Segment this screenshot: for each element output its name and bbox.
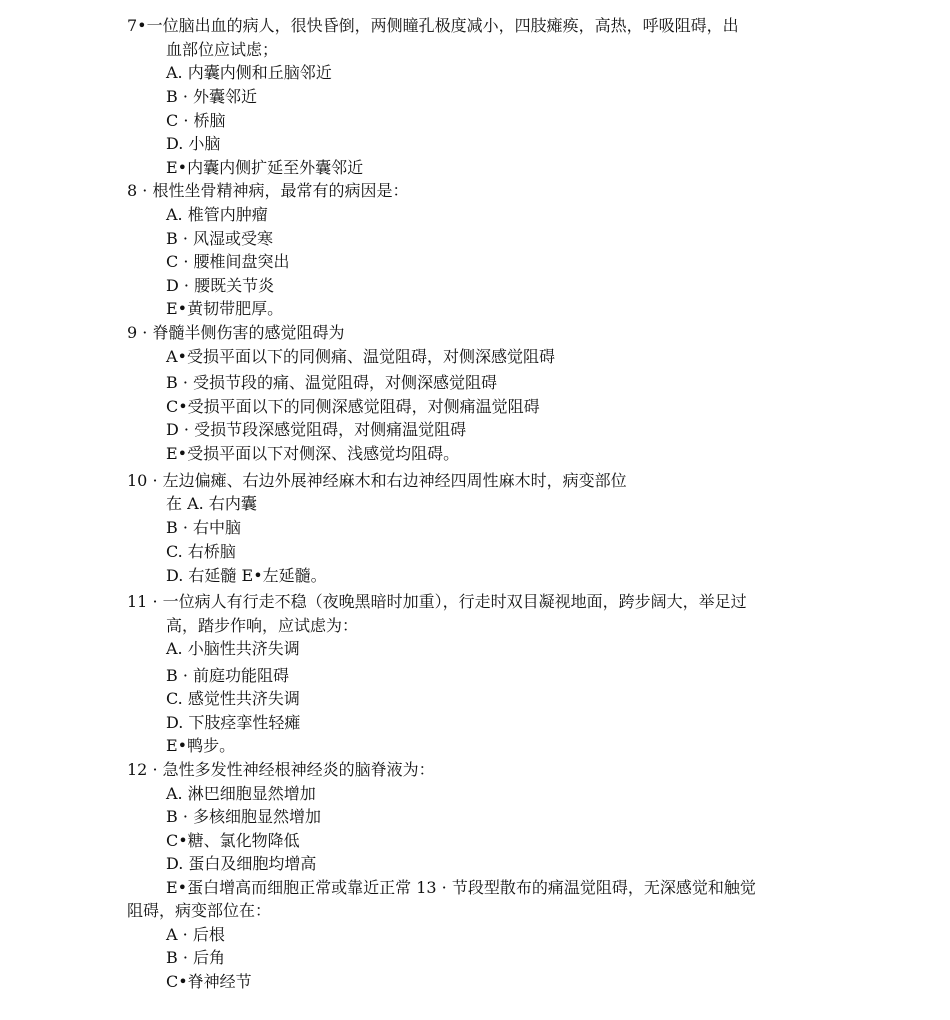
question-11-option-c: C. 感觉性共济失调 — [166, 689, 300, 708]
question-12-option-c: C•糖、氯化物降低 — [166, 831, 300, 850]
question-11-option-a: A. 小脑性共济失调 — [166, 639, 300, 658]
question-13-option-a: A · 后根 — [166, 925, 225, 944]
question-12-stem: 12 · 急性多发性神经根神经炎的脑脊液为： — [127, 760, 435, 779]
question-13-option-c: C•脊神经节 — [166, 972, 252, 991]
question-10-stem: 10 · 左边偏瘫、右边外展神经麻木和右边神经四周性麻木时，病变部位 — [127, 471, 627, 490]
question-8-option-a: A. 椎管内肿瘤 — [166, 205, 268, 224]
question-10-option-b: B · 右中脑 — [166, 518, 242, 537]
question-13-stem-continued: 阻碍，病变部位在： — [127, 901, 272, 920]
question-7-option-a: A. 内囊内侧和丘脑邻近 — [166, 63, 332, 82]
question-9-option-a: A•受损平面以下的同侧痛、温觉阻碍，对侧深感觉阻碍 — [166, 347, 555, 366]
question-10-option-d-e: D. 右延髓 E•左延髓。 — [166, 566, 327, 585]
question-12-option-a: A. 淋巴细胞显然增加 — [166, 784, 316, 803]
question-10-option-a: 在 A. 右内囊 — [166, 494, 257, 513]
question-7-option-d: D. 小脑 — [166, 134, 221, 153]
question-8-stem: 8 · 根性坐骨精神病，最常有的病因是： — [127, 181, 409, 200]
question-9-option-b: B · 受损节段的痛、温觉阻碍，对侧深感觉阻碍 — [166, 373, 498, 392]
question-11-option-e: E•鸭步。 — [166, 736, 236, 755]
question-9-option-c: C•受损平面以下的同侧深感觉阻碍，对侧痛温觉阻碍 — [166, 397, 540, 416]
question-8-option-c: C · 腰椎间盘突出 — [166, 252, 290, 271]
question-11-option-d: D. 下肢痉挛性轻瘫 — [166, 713, 301, 732]
question-7-option-b: B · 外囊邻近 — [166, 87, 258, 106]
question-13-option-b: B · 后角 — [166, 948, 226, 967]
question-8-option-b: B · 风湿或受寒 — [166, 229, 274, 248]
question-12-option-d: D. 蛋白及细胞均增高 — [166, 854, 317, 873]
question-7-option-e: E•内囊内侧扩延至外囊邻近 — [166, 158, 364, 177]
question-11-stem: 11 · 一位病人有行走不稳（夜晚黑暗时加重），行走时双目凝视地面，跨步阔大，举足过 — [127, 592, 747, 611]
question-12-option-b: B · 多核细胞显然增加 — [166, 807, 322, 826]
question-8-option-e: E•黄韧带肥厚。 — [166, 299, 284, 318]
question-9-option-e: E•受损平面以下对侧深、浅感觉均阻碍。 — [166, 444, 460, 463]
question-8-option-d: D · 腰既关节炎 — [166, 276, 275, 295]
question-11-option-b: B · 前庭功能阻碍 — [166, 666, 290, 685]
question-9-stem: 9 · 脊髓半侧伤害的感觉阻碍为 — [127, 323, 345, 342]
question-12-option-e-question-13-stem: E•蛋白增高而细胞正常或靠近正常 13 · 节段型散布的痛温觉阻碍，无深感觉和触觉 — [166, 878, 756, 897]
question-7-stem-continued: 血部位应试虑； — [166, 40, 279, 59]
question-7-option-c: C · 桥脑 — [166, 111, 226, 130]
question-11-stem-continued: 高，踏步作响，应试虑为： — [166, 616, 359, 635]
question-9-option-d: D · 受损节段深感觉阻碍，对侧痛温觉阻碍 — [166, 420, 467, 439]
question-10-option-c: C. 右桥脑 — [166, 542, 236, 561]
question-7-stem: 7•一位脑出血的病人，很快昏倒，两侧瞳孔极度减小，四肢瘫痪，高热，呼吸阻碍，出 — [127, 16, 739, 35]
